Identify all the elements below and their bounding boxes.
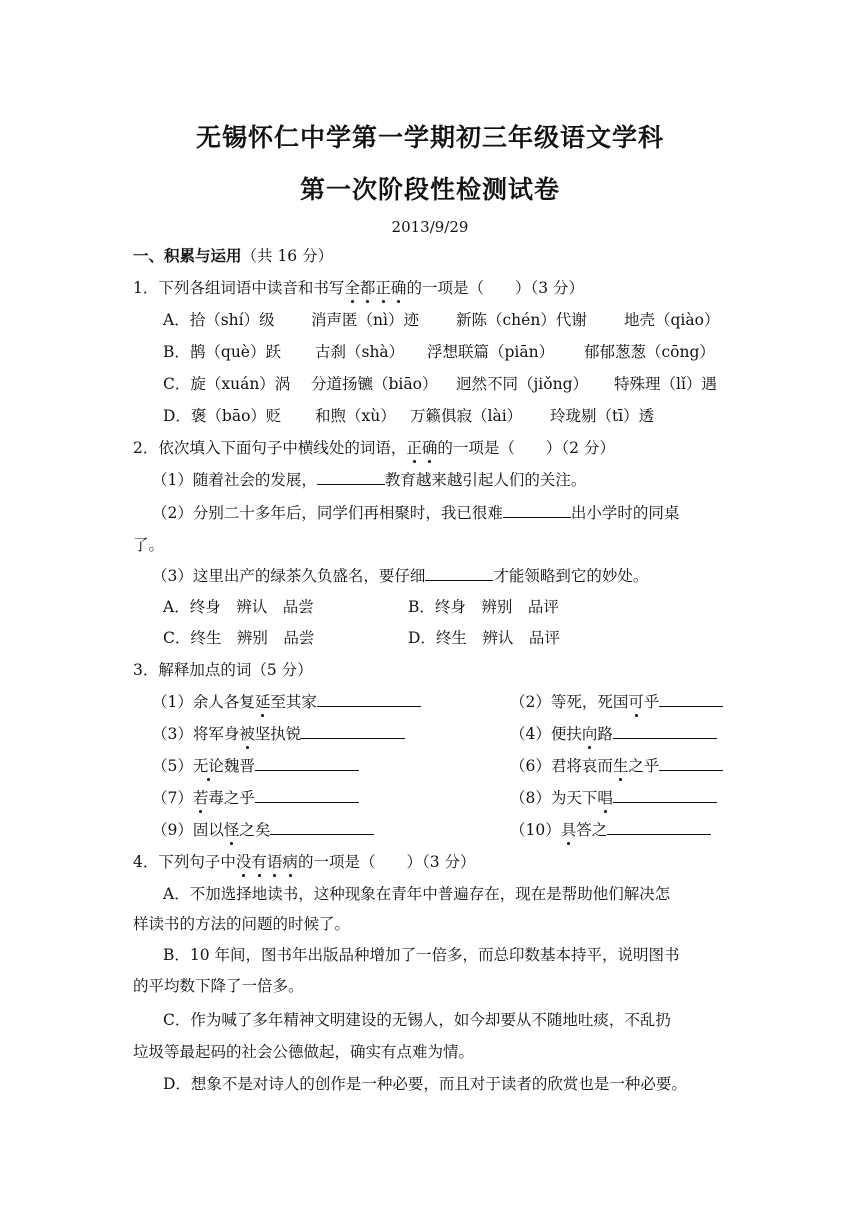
dotted-word: 具 xyxy=(560,821,577,839)
q1-emph-char: 正 xyxy=(375,279,391,297)
q4-stem-tail: 的一项是（ ）（3 分） xyxy=(297,853,476,871)
exam-subtitle: 第一次阶段性检测试卷 xyxy=(299,175,560,204)
option-word: 消声匿（nì）迹 xyxy=(311,311,419,329)
item-text: 魏晋 xyxy=(223,757,255,775)
q4-option-a-cont: 样读书的方法的问题的时候了。 xyxy=(133,915,351,933)
option-word: B．鹊（què）跃 xyxy=(163,343,281,361)
q1-option-d xyxy=(163,406,654,426)
item-text: （5） xyxy=(152,757,193,775)
section-heading xyxy=(133,246,333,266)
q1-emph-char: 全 xyxy=(344,279,360,297)
q3-item xyxy=(152,820,374,840)
option-word: 万籁俱寂（lài） xyxy=(410,407,523,425)
q2-stem-tail: 的一项是（ ）（2 分） xyxy=(437,439,615,457)
item-text: 坚执锐 xyxy=(254,725,302,743)
q4-option-c-cont: 垃圾等最起码的社会公德做起，确实有点难为情。 xyxy=(133,1043,475,1061)
dotted-word: 无论 xyxy=(192,757,224,775)
item-text: （3）将军身 xyxy=(152,725,240,743)
q1-emph-char: 都 xyxy=(359,279,376,297)
option-word: A．拾（shí）级 xyxy=(163,311,275,329)
item-text: 之乎 xyxy=(628,757,660,775)
q3-item xyxy=(510,724,717,744)
option-word: 特殊理（lǐ）遇 xyxy=(614,375,717,393)
answer-blank[interactable] xyxy=(255,756,359,771)
item-text: 之矣 xyxy=(239,821,271,839)
sentence-text: （2）分别二十多年后，同学们再相聚时，我已很难 xyxy=(152,504,503,522)
item-text: 乎 xyxy=(643,693,660,711)
q1-option-c xyxy=(163,374,717,394)
dotted-word: 被 xyxy=(239,725,255,743)
q1-emph-char: 确 xyxy=(390,279,407,297)
q2-stem xyxy=(133,438,615,458)
item-text: （9）固以 xyxy=(152,821,224,839)
dotted-word: 可 xyxy=(628,693,644,711)
q3-item xyxy=(510,788,717,808)
q2-emph-char: 确 xyxy=(421,439,438,457)
section-score: （共 16 分） xyxy=(241,247,334,265)
option-word: D．褒（bāo）贬 xyxy=(163,407,282,425)
q4-stem xyxy=(133,852,475,872)
q1-stem xyxy=(133,278,584,298)
q3-item xyxy=(152,724,405,744)
option-word: 迥然不同（jiǒng） xyxy=(456,375,589,393)
answer-blank[interactable] xyxy=(317,692,421,707)
fill-blank[interactable] xyxy=(503,503,571,518)
q2-emph-char: 正 xyxy=(406,439,422,457)
item-text: 答之 xyxy=(576,821,608,839)
item-text: （4）便扶 xyxy=(510,725,582,743)
q1-option-a xyxy=(163,310,719,330)
item-text: （7） xyxy=(152,789,193,807)
sentence-text: 教育越来越引起人们的关注。 xyxy=(384,471,587,489)
option-word: 和煦（xù） xyxy=(315,407,396,425)
sentence-text: （3）这里出产的绿茶久负盛名，要仔细 xyxy=(152,567,426,585)
sentence-text: （1）随着社会的发展， xyxy=(152,471,317,489)
answer-blank[interactable] xyxy=(613,788,717,803)
item-text: 路 xyxy=(597,725,613,743)
q2-sentence-2 xyxy=(152,503,679,523)
sentence-text: 出小学时的同桌 xyxy=(570,504,680,522)
q2-option-a: A．终身 辨认 品尝 xyxy=(163,598,314,616)
item-text: （8）为天下 xyxy=(510,789,598,807)
q4-option-c: C．作为喊了多年精神文明建设的无锡人，如今却要从不随地吐痰，不乱扔 xyxy=(163,1011,671,1029)
sentence-text: 才能领略到它的妙处。 xyxy=(493,567,649,585)
dotted-word: 生 xyxy=(612,757,629,775)
dotted-word: 唱 xyxy=(597,789,613,807)
q4-emph-char: 语 xyxy=(266,853,283,871)
dotted-word: 向 xyxy=(581,725,598,743)
q4-emph-char: 有 xyxy=(251,853,267,871)
answer-blank[interactable] xyxy=(607,820,711,835)
q3-item xyxy=(510,820,711,840)
option-word: 浮想联篇（piān） xyxy=(427,343,555,361)
option-word: 新陈（chén）代谢 xyxy=(456,311,587,329)
dotted-word: 延 xyxy=(254,693,271,711)
option-word: 古刹（shà） xyxy=(315,343,405,361)
q2-sentence-1 xyxy=(152,470,586,490)
answer-blank[interactable] xyxy=(659,692,723,707)
answer-blank[interactable] xyxy=(270,820,374,835)
answer-blank[interactable] xyxy=(613,724,717,739)
q2-option-d: D．终生 辨认 品评 xyxy=(408,629,560,647)
option-word: 郁郁葱葱（cōng） xyxy=(584,343,715,361)
item-text: （2）等死，死国 xyxy=(510,693,629,711)
answer-blank[interactable] xyxy=(301,724,405,739)
q1-stem-text: 1．下列各组词语中读音和书写 xyxy=(133,279,345,297)
q4-emph-char: 没 xyxy=(235,853,252,871)
q1-stem-tail: 的一项是（ ）（3 分） xyxy=(406,279,584,297)
q2-stem-text: 2．依次填入下面句子中横线处的词语， xyxy=(133,439,407,457)
option-word: 玲珑剔（tī）透 xyxy=(550,407,655,425)
answer-blank[interactable] xyxy=(659,756,723,771)
q2-option-c: C．终生 辨别 品尝 xyxy=(163,629,315,647)
q3-stem: 3．解释加点的词（5 分） xyxy=(133,661,313,679)
q4-option-b: B．10 年间，图书年出版品种增加了一倍多，而总印数基本持平，说明图书 xyxy=(163,946,680,964)
q4-emph-char: 病 xyxy=(282,853,298,871)
q2-sentence-3 xyxy=(152,566,648,586)
option-word: 地壳（qiào） xyxy=(624,311,720,329)
q4-option-a: A．不加选择地读书，这种现象在青年中普遍存在，现在是帮助他们解决怎 xyxy=(163,885,671,903)
item-text: 毒之乎 xyxy=(208,789,255,807)
exam-date: 2013/9/29 xyxy=(391,218,469,236)
answer-blank[interactable] xyxy=(255,788,359,803)
q1-option-b xyxy=(163,342,715,362)
q4-option-b-cont: 的平均数下降了一倍多。 xyxy=(133,977,304,995)
dotted-word: 若 xyxy=(192,789,209,807)
q3-item xyxy=(510,692,723,712)
section-title: 一、积累与运用 xyxy=(133,247,242,265)
q2-option-b: B．终身 辨别 品评 xyxy=(408,598,559,616)
option-word: 分道扬镳（biāo） xyxy=(311,375,438,393)
q3-item xyxy=(152,756,359,776)
q2-sentence-2-cont: 了。 xyxy=(133,536,165,554)
item-text: （10） xyxy=(510,821,561,839)
item-text: （1）余人各复 xyxy=(152,693,255,711)
q3-item xyxy=(152,692,421,712)
fill-blank[interactable] xyxy=(425,566,493,581)
q3-item xyxy=(152,788,359,808)
item-text: （6）君将哀而 xyxy=(510,757,613,775)
fill-blank[interactable] xyxy=(317,470,385,485)
option-word: C．旋（xuán）涡 xyxy=(163,375,291,393)
q3-item xyxy=(510,756,723,776)
item-text: 至其家 xyxy=(270,693,317,711)
q4-stem-text: 4．下列句子中 xyxy=(133,853,236,871)
q4-option-d: D．想象不是对诗人的创作是一种必要，而且对于读者的欣赏也是一种必要。 xyxy=(163,1075,687,1093)
exam-title: 无锡怀仁中学第一学期初三年级语文学科 xyxy=(195,123,664,152)
dotted-word: 怪 xyxy=(223,821,240,839)
